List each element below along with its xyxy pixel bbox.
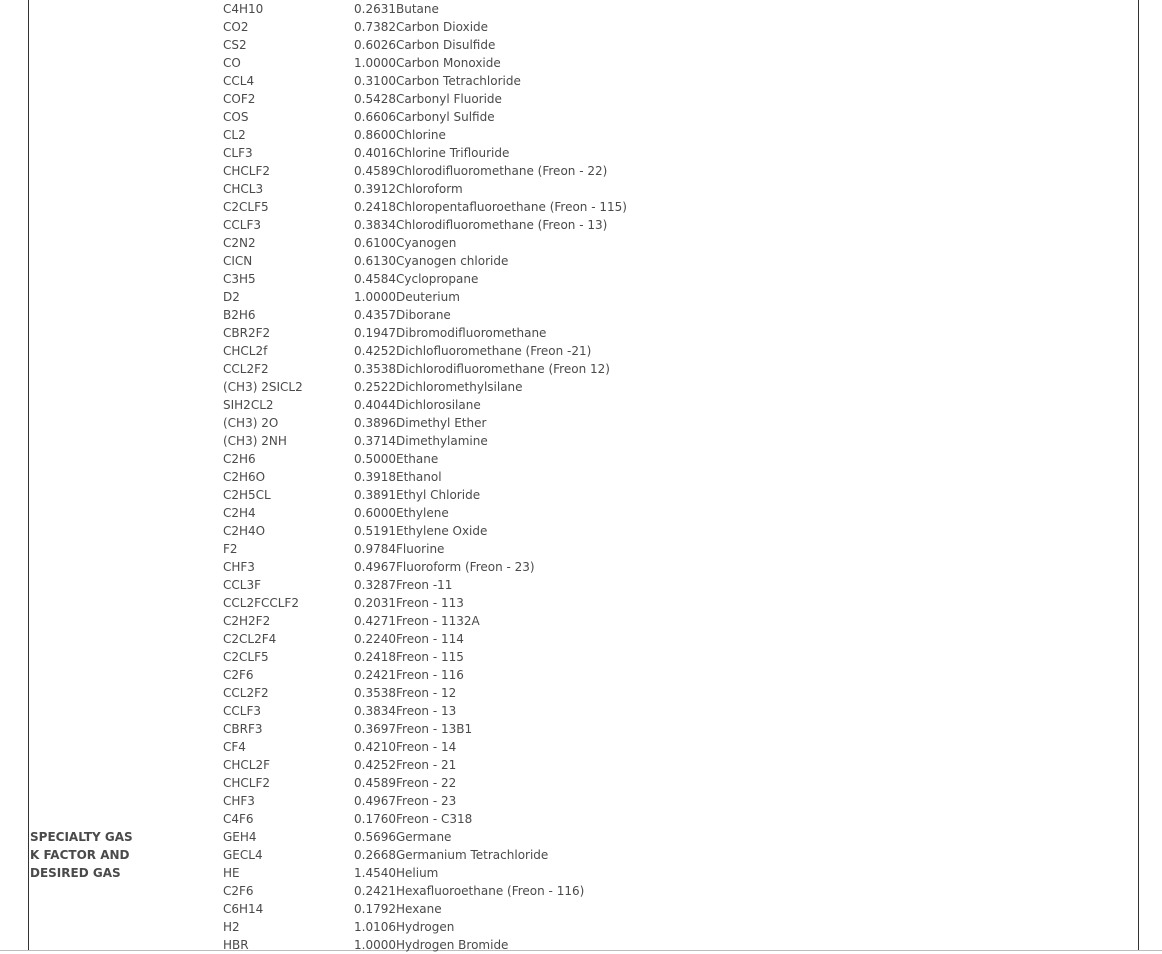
gas-k-factor: 0.4357	[354, 308, 396, 322]
gas-row	[223, 432, 627, 450]
gas-formula: C2H6O	[223, 470, 266, 484]
gas-k-factor: 0.3918	[354, 470, 396, 484]
gas-row	[223, 216, 627, 234]
gas-name: Hydrogen	[396, 920, 455, 934]
gas-k-factor: 0.4589	[354, 776, 396, 790]
gas-name: Carbon Dioxide	[396, 20, 489, 34]
gas-formula: COF2	[223, 92, 256, 106]
gas-row	[223, 90, 627, 108]
gas-k-factor: 0.5428	[354, 92, 396, 106]
gas-k-factor: 0.4210	[354, 740, 396, 754]
gas-formula: CHF3	[223, 560, 255, 574]
gas-row	[223, 720, 627, 738]
gas-row	[223, 468, 627, 486]
gas-formula: CLF3	[223, 146, 253, 160]
gas-row	[223, 666, 627, 684]
gas-name: Freon - 116	[396, 668, 464, 682]
gas-name: Hexane	[396, 902, 442, 916]
gas-k-factor: 0.6130	[354, 254, 396, 268]
gas-formula: CO2	[223, 20, 249, 34]
gas-k-factor: 0.3896	[354, 416, 396, 430]
gas-row	[223, 234, 627, 252]
gas-formula: C2H4	[223, 506, 256, 520]
gas-k-factor: 0.3287	[354, 578, 396, 592]
gas-name: Freon - 22	[396, 776, 457, 790]
gas-formula: CHF3	[223, 794, 255, 808]
gas-name: Helium	[396, 866, 439, 880]
gas-k-factor: 0.1792	[354, 902, 396, 916]
gas-name: Chloroform	[396, 182, 463, 196]
gas-k-factor-list	[223, 0, 627, 954]
gas-name: Freon - 114	[396, 632, 464, 646]
gas-name: Butane	[396, 2, 439, 16]
gas-formula: C6H14	[223, 902, 264, 916]
gas-formula: (CH3) 2O	[223, 416, 279, 430]
gas-k-factor: 0.6100	[354, 236, 396, 250]
gas-name: Ethane	[396, 452, 439, 466]
gas-formula: F2	[223, 542, 238, 556]
gas-formula: C2F6	[223, 668, 254, 682]
gas-name: Freon - 115	[396, 650, 464, 664]
section-label-line: SPECIALTY GAS	[30, 830, 133, 844]
gas-row	[223, 936, 627, 954]
gas-name: Dichloromethylsilane	[396, 380, 523, 394]
section-label-line: K FACTOR AND	[30, 848, 130, 862]
gas-formula: SIH2CL2	[223, 398, 274, 412]
gas-k-factor: 0.2631	[354, 2, 396, 16]
gas-row	[223, 648, 627, 666]
gas-k-factor: 0.3912	[354, 182, 396, 196]
gas-name: Freon - 13B1	[396, 722, 473, 736]
gas-name: Ethylene Oxide	[396, 524, 488, 538]
gas-name: Freon - C318	[396, 812, 473, 826]
gas-formula: CCL3F	[223, 578, 261, 592]
gas-row	[223, 324, 627, 342]
gas-name: Freon - 14	[396, 740, 457, 754]
gas-k-factor: 0.5191	[354, 524, 396, 538]
gas-k-factor: 0.2031	[354, 596, 396, 610]
gas-k-factor: 0.9784	[354, 542, 396, 556]
gas-k-factor: 0.3714	[354, 434, 396, 448]
gas-row	[223, 594, 627, 612]
gas-k-factor: 0.3891	[354, 488, 396, 502]
gas-row	[223, 126, 627, 144]
gas-row	[223, 684, 627, 702]
gas-formula: C2H4O	[223, 524, 266, 538]
gas-formula: CCL4	[223, 74, 255, 88]
gas-name: Chlorodifluoromethane (Freon - 13)	[396, 218, 608, 232]
gas-name: Hexafluoroethane (Freon - 116)	[396, 884, 585, 898]
gas-k-factor: 0.4271	[354, 614, 396, 628]
gas-formula: C2CL2F4	[223, 632, 277, 646]
gas-k-factor: 0.5000	[354, 452, 396, 466]
gas-name: Freon - 1132A	[396, 614, 480, 628]
gas-row	[223, 576, 627, 594]
gas-name: Dibromodifluoromethane	[396, 326, 547, 340]
gas-k-factor: 0.3538	[354, 686, 396, 700]
gas-row	[223, 162, 627, 180]
gas-formula: COS	[223, 110, 249, 124]
gas-formula: CHCL2f	[223, 344, 268, 358]
gas-k-factor: 0.4252	[354, 758, 396, 772]
gas-formula: C2CLF5	[223, 200, 269, 214]
gas-k-factor: 0.3697	[354, 722, 396, 736]
gas-name: Dichlorodifluoromethane (Freon 12)	[396, 362, 610, 376]
gas-k-factor: 0.2421	[354, 668, 396, 682]
gas-name: Ethanol	[396, 470, 442, 484]
gas-name: Dimethyl Ether	[396, 416, 487, 430]
gas-k-factor: 0.4016	[354, 146, 396, 160]
gas-row	[223, 846, 627, 864]
gas-name: Freon - 21	[396, 758, 457, 772]
gas-row	[223, 810, 627, 828]
gas-formula: C3H5	[223, 272, 256, 286]
gas-name: Hydrogen Bromide	[396, 938, 509, 952]
gas-row	[223, 522, 627, 540]
gas-formula: CICN	[223, 254, 253, 268]
gas-name: Freon - 12	[396, 686, 457, 700]
gas-row	[223, 252, 627, 270]
gas-formula: (CH3) 2NH	[223, 434, 287, 448]
gas-row	[223, 918, 627, 936]
gas-formula: D2	[223, 290, 240, 304]
gas-formula: C4H10	[223, 2, 264, 16]
gas-formula: CO	[223, 56, 241, 70]
gas-formula: HBR	[223, 938, 249, 952]
gas-row	[223, 342, 627, 360]
gas-name: Ethyl Chloride	[396, 488, 481, 502]
gas-row	[223, 864, 627, 882]
gas-row	[223, 414, 627, 432]
section-label-line: DESIRED GAS	[30, 866, 121, 880]
gas-formula: C2CLF5	[223, 650, 269, 664]
gas-name: Freon - 113	[396, 596, 464, 610]
gas-row	[223, 612, 627, 630]
gas-k-factor: 0.3834	[354, 704, 396, 718]
gas-name: Carbonyl Sulfide	[396, 110, 495, 124]
gas-formula: GECL4	[223, 848, 263, 862]
gas-name: Carbon Tetrachloride	[396, 74, 521, 88]
gas-row	[223, 288, 627, 306]
gas-row	[223, 306, 627, 324]
gas-k-factor: 0.3100	[354, 74, 396, 88]
gas-formula: C2F6	[223, 884, 254, 898]
gas-k-factor: 1.0106	[354, 920, 396, 934]
gas-formula: C2N2	[223, 236, 256, 250]
gas-formula: CHCLF2	[223, 776, 271, 790]
gas-name: Fluoroform (Freon - 23)	[396, 560, 535, 574]
gas-k-factor: 1.0000	[354, 290, 396, 304]
gas-row	[223, 630, 627, 648]
gas-formula: GEH4	[223, 830, 257, 844]
gas-k-factor: 0.1760	[354, 812, 396, 826]
gas-k-factor: 0.5696	[354, 830, 396, 844]
gas-name: Dichlorosilane	[396, 398, 481, 412]
gas-row	[223, 198, 627, 216]
gas-name: Fluorine	[396, 542, 445, 556]
gas-formula: CCL2F2	[223, 362, 269, 376]
gas-formula: CL2	[223, 128, 246, 142]
gas-formula: CF4	[223, 740, 246, 754]
gas-name: Cyclopropane	[396, 272, 479, 286]
gas-formula: CHCL2F	[223, 758, 271, 772]
gas-formula: C2H5CL	[223, 488, 271, 502]
gas-name: Carbonyl Fluoride	[396, 92, 502, 106]
gas-k-factor: 1.0000	[354, 938, 396, 952]
gas-k-factor: 0.6606	[354, 110, 396, 124]
gas-k-factor: 0.3538	[354, 362, 396, 376]
gas-k-factor: 0.2418	[354, 200, 396, 214]
gas-k-factor: 0.2522	[354, 380, 396, 394]
gas-k-factor: 0.7382	[354, 20, 396, 34]
gas-row	[223, 18, 627, 36]
gas-row	[223, 270, 627, 288]
gas-k-factor: 0.4967	[354, 560, 396, 574]
gas-formula: CBRF3	[223, 722, 263, 736]
gas-k-factor: 0.4589	[354, 164, 396, 178]
gas-formula: CCL2FCCLF2	[223, 596, 299, 610]
gas-formula: CHCL3	[223, 182, 264, 196]
gas-row	[223, 774, 627, 792]
gas-k-factor: 1.0000	[354, 56, 396, 70]
gas-formula: CBR2F2	[223, 326, 271, 340]
gas-formula: (CH3) 2SICL2	[223, 380, 303, 394]
gas-formula: CCLF3	[223, 218, 261, 232]
gas-row	[223, 396, 627, 414]
gas-k-factor: 0.4044	[354, 398, 396, 412]
gas-formula: CS2	[223, 38, 247, 52]
gas-row	[223, 360, 627, 378]
gas-row	[223, 486, 627, 504]
gas-row	[223, 54, 627, 72]
gas-row	[223, 450, 627, 468]
gas-row	[223, 108, 627, 126]
gas-row	[223, 702, 627, 720]
gas-row	[223, 144, 627, 162]
gas-k-factor: 0.4967	[354, 794, 396, 808]
gas-formula: H2	[223, 920, 240, 934]
gas-name: Germanium Tetrachloride	[396, 848, 549, 862]
gas-k-factor: 0.8600	[354, 128, 396, 142]
gas-name: Dichlofluoromethane (Freon -21)	[396, 344, 592, 358]
gas-row	[223, 504, 627, 522]
section-label	[30, 828, 133, 882]
gas-k-factor: 0.4584	[354, 272, 396, 286]
gas-k-factor: 0.2240	[354, 632, 396, 646]
gas-formula: C4F6	[223, 812, 254, 826]
gas-row	[223, 882, 627, 900]
gas-row	[223, 828, 627, 846]
gas-name: Chloropentafluoroethane (Freon - 115)	[396, 200, 627, 214]
gas-row	[223, 792, 627, 810]
gas-name: Diborane	[396, 308, 451, 322]
gas-row	[223, 180, 627, 198]
gas-row	[223, 756, 627, 774]
gas-row	[223, 72, 627, 90]
gas-name: Freon - 23	[396, 794, 457, 808]
gas-row	[223, 0, 627, 18]
gas-k-factor: 0.3834	[354, 218, 396, 232]
gas-name: Deuterium	[396, 290, 460, 304]
gas-k-factor: 0.6026	[354, 38, 396, 52]
gas-name: Chlorodifluoromethane (Freon - 22)	[396, 164, 608, 178]
gas-k-factor: 0.4252	[354, 344, 396, 358]
gas-row	[223, 738, 627, 756]
gas-k-factor: 0.2418	[354, 650, 396, 664]
gas-name: Ethylene	[396, 506, 449, 520]
gas-k-factor: 0.2668	[354, 848, 396, 862]
gas-formula: C2H6	[223, 452, 256, 466]
gas-row	[223, 378, 627, 396]
gas-formula: CHCLF2	[223, 164, 271, 178]
gas-formula: HE	[223, 866, 240, 880]
gas-name: Cyanogen	[396, 236, 457, 250]
gas-formula: C2H2F2	[223, 614, 271, 628]
gas-name: Dimethylamine	[396, 434, 488, 448]
gas-row	[223, 540, 627, 558]
gas-name: Carbon Monoxide	[396, 56, 501, 70]
gas-name: Freon - 13	[396, 704, 457, 718]
gas-name: Cyanogen chloride	[396, 254, 509, 268]
gas-formula: CCLF3	[223, 704, 261, 718]
gas-k-factor: 0.2421	[354, 884, 396, 898]
gas-formula: B2H6	[223, 308, 256, 322]
gas-name: Chlorine	[396, 128, 446, 142]
gas-name: Chlorine Triflouride	[396, 146, 510, 160]
gas-row	[223, 900, 627, 918]
gas-k-factor: 1.4540	[354, 866, 396, 880]
gas-row	[223, 558, 627, 576]
gas-name: Germane	[396, 830, 452, 844]
gas-name: Carbon Disulfide	[396, 38, 496, 52]
gas-name: Freon -11	[396, 578, 453, 592]
gas-k-factor: 0.1947	[354, 326, 396, 340]
gas-k-factor: 0.6000	[354, 506, 396, 520]
gas-formula: CCL2F2	[223, 686, 269, 700]
gas-row	[223, 36, 627, 54]
